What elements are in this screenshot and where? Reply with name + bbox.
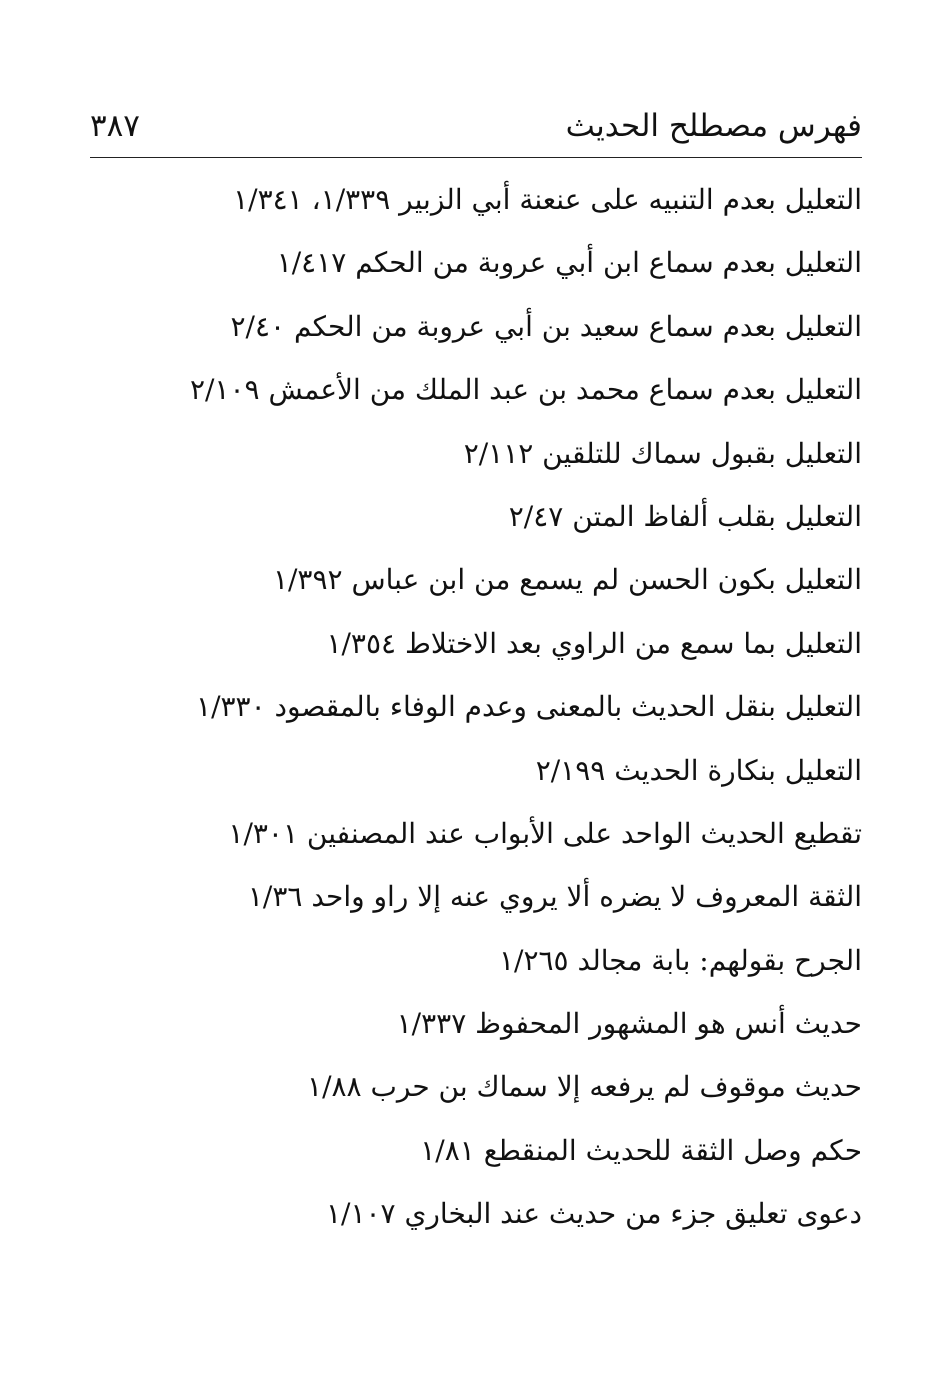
- index-entry: دعوى تعليق جزء من حديث عند البخاري ١/١٠٧: [325, 1197, 862, 1231]
- running-title: فهرس مصطلح الحديث: [565, 108, 862, 144]
- index-entry: التعليل بكون الحسن لم يسمع من ابن عباس ١/٣٩٢: [272, 563, 862, 597]
- header-divider: [90, 157, 862, 158]
- index-entry: تقطيع الحديث الواحد على الأبواب عند المصنفين ١/٣٠١: [228, 816, 862, 850]
- index-entry: حكم وصل الثقة للحديث المنقطع ١/٨١: [420, 1133, 862, 1167]
- page-header: [90, 100, 862, 150]
- index-entry: التعليل بعدم سماع ابن أبي عروبة من الحكم ١/٤١٧: [276, 246, 862, 280]
- index-entry: التعليل بقبول سماك للتلقين ٢/١١٢: [463, 436, 862, 470]
- index-entry: التعليل بنكارة الحديث ٢/١٩٩: [535, 753, 862, 787]
- index-entry: الجرح بقولهم: بابة مجالد ١/٢٦٥: [499, 943, 862, 977]
- index-entry: الثقة المعروف لا يضره ألا يروي عنه إلا راو واحد ١/٣٦: [247, 880, 862, 914]
- index-entry: حديث موقوف لم يرفعه إلا سماك بن حرب ١/٨٨: [307, 1070, 862, 1104]
- index-entry: حديث أنس هو المشهور المحفوظ ١/٣٣٧: [396, 1007, 862, 1041]
- index-entry: التعليل بقلب ألفاظ المتن ٢/٤٧: [508, 499, 862, 533]
- page-number: ٣٨٧: [90, 108, 140, 144]
- index-entry: التعليل بعدم سماع سعيد بن أبي عروبة من الحكم ٢/٤٠: [230, 309, 862, 343]
- index-entry: التعليل بعدم التنبيه على عنعنة أبي الزبير ١/٣٣٩، ١/٣٤١: [233, 183, 862, 216]
- index-entry-list: [102, 173, 862, 1251]
- index-entry: التعليل بما سمع من الراوي بعد الاختلاط ١/٣٥٤: [326, 626, 862, 660]
- index-entry: التعليل بنقل الحديث بالمعنى وعدم الوفاء بالمقصود ١/٣٣٠: [196, 690, 862, 724]
- index-entry: التعليل بعدم سماع محمد بن عبد الملك من الأعمش ٢/١٠٩: [189, 373, 862, 407]
